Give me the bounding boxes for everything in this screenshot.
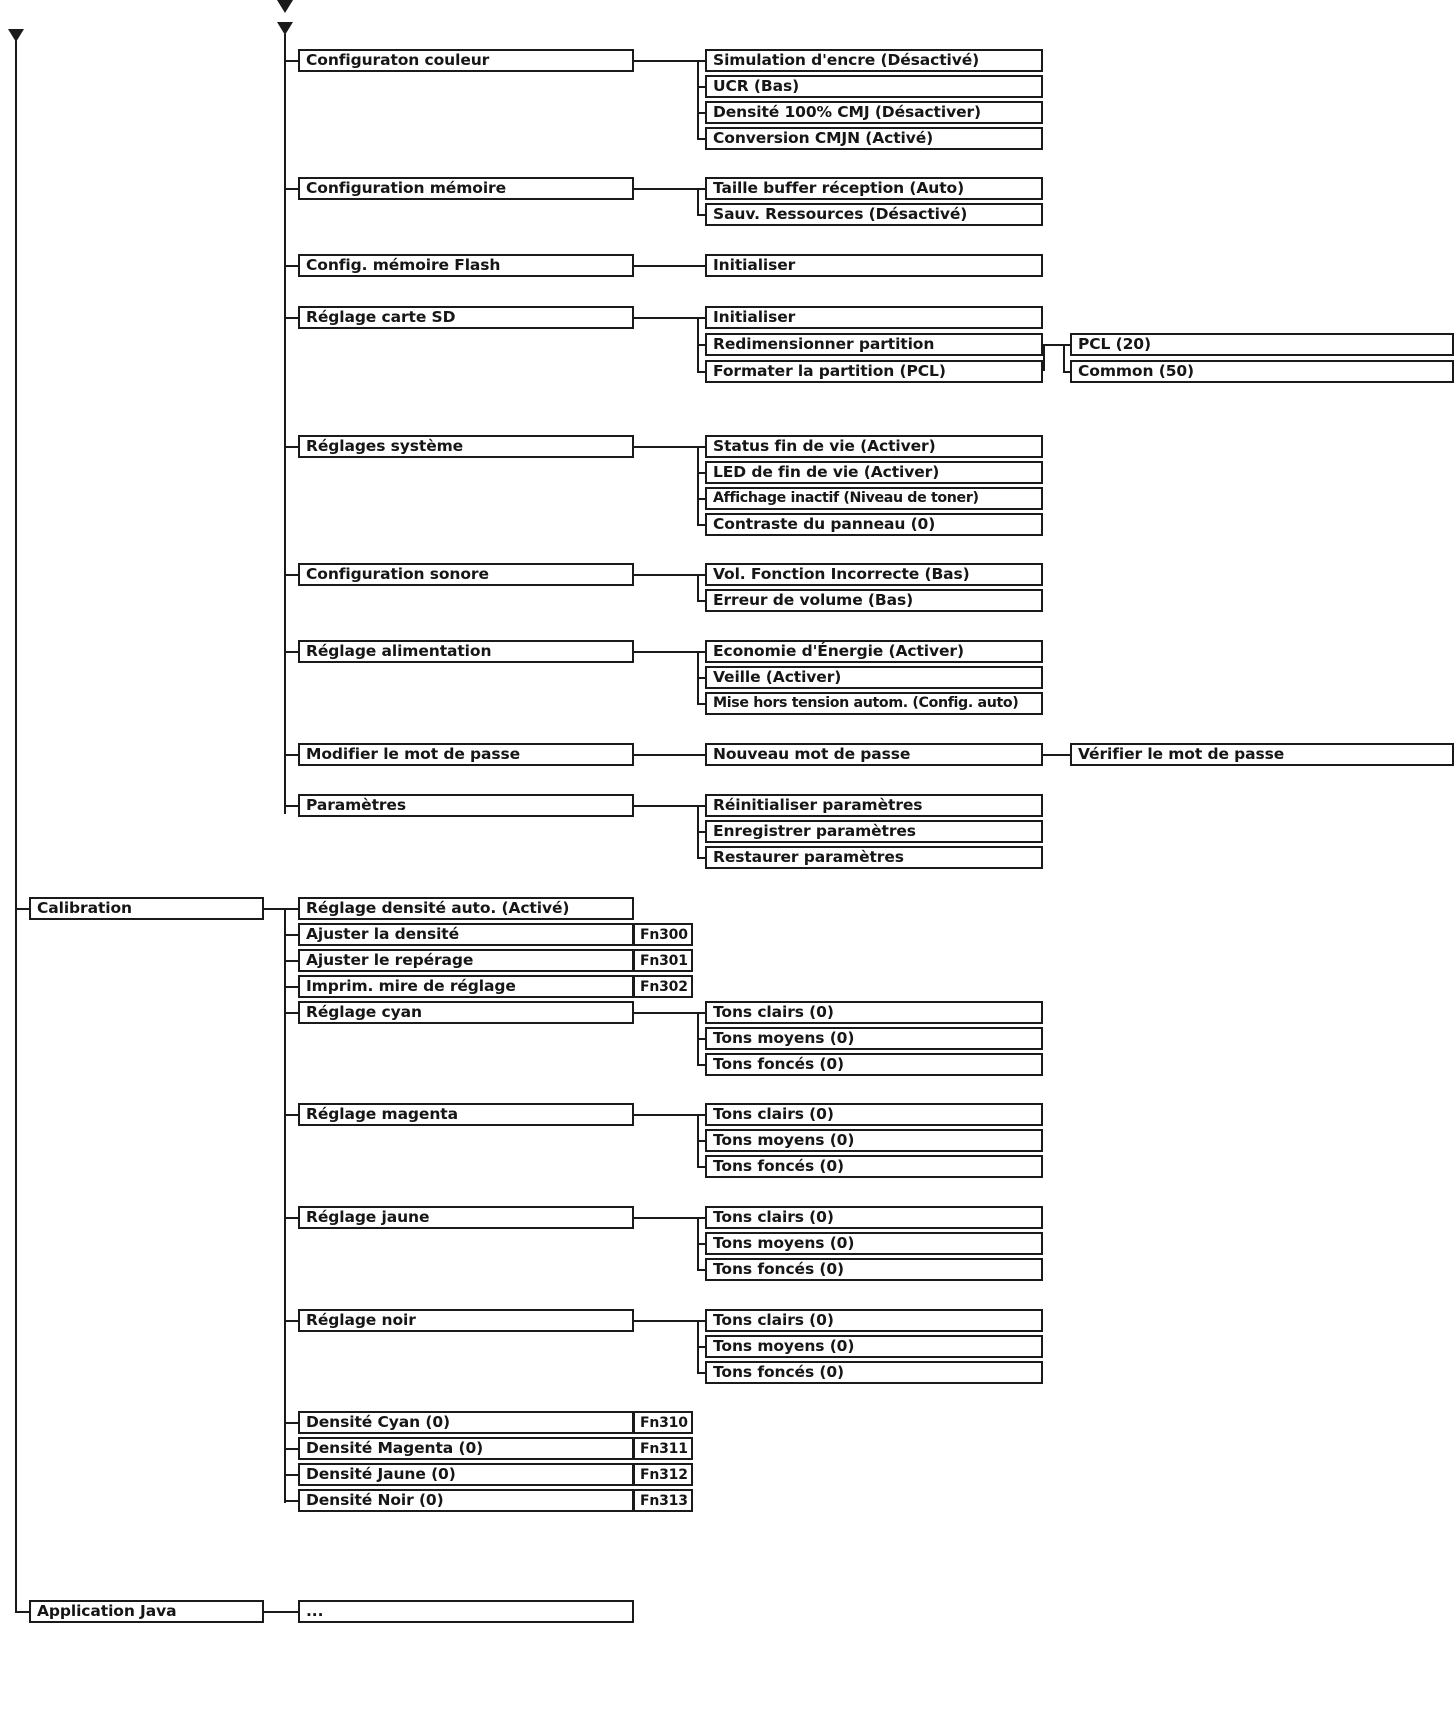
item-veille[interactable]: Veille (Activer) [705,666,1043,689]
menu-reglages-systeme[interactable]: Réglages système [298,435,634,458]
menu-config-memoire-flash[interactable]: Config. mémoire Flash [298,254,634,277]
item-densite-noir[interactable]: Densité Noir (0) [298,1489,634,1512]
trunk-mid-arrow-top [277,0,293,13]
item-cyan-tons-fonces[interactable]: Tons foncés (0) [705,1053,1043,1076]
fn-code-ajuster-densite: Fn300 [633,923,693,946]
bus-calibration [284,908,286,1503]
bus-memory [697,188,699,214]
trunk-left-line [15,40,17,1613]
item-flash-initialiser[interactable]: Initialiser [705,254,1043,277]
item-noir-tons-clairs[interactable]: Tons clairs (0) [705,1309,1043,1332]
bus-sound [697,574,699,600]
connector-cal-6 [284,1217,299,1219]
fn-code-densite-jaune: Fn312 [633,1463,693,1486]
connector-password-verify [1043,754,1071,756]
connector-noir-out [634,1320,698,1322]
connector-sd-out [634,317,698,319]
menu-modifier-mot-de-passe[interactable]: Modifier le mot de passe [298,743,634,766]
connector-sd-part-out [1043,344,1065,346]
menu-configuration-memoire[interactable]: Configuration mémoire [298,177,634,200]
item-reglage-noir[interactable]: Réglage noir [298,1309,634,1332]
item-noir-tons-fonces[interactable]: Tons foncés (0) [705,1361,1043,1384]
item-ajuster-la-densite[interactable]: Ajuster la densité [298,923,634,946]
item-partition-pcl[interactable]: PCL (20) [1070,333,1454,356]
item-jaune-tons-clairs[interactable]: Tons clairs (0) [705,1206,1043,1229]
connector-sound-out [634,574,698,576]
item-nouveau-mot-de-passe[interactable]: Nouveau mot de passe [705,743,1043,766]
item-sauv-ressources[interactable]: Sauv. Ressources (Désactivé) [705,203,1043,226]
item-reglage-jaune[interactable]: Réglage jaune [298,1206,634,1229]
connector-system-out [634,446,698,448]
connector-flash-out [634,265,705,267]
connector-l1-calibration [15,908,30,910]
connector-l2-flash [284,265,299,267]
menu-reglage-carte-sd[interactable]: Réglage carte SD [298,306,634,329]
item-java-ellipsis[interactable]: ... [298,1600,634,1623]
connector-memory-out [634,188,698,190]
item-imprim-mire-de-reglage[interactable]: Imprim. mire de réglage [298,975,634,998]
item-reinitialiser-parametres[interactable]: Réinitialiser paramètres [705,794,1043,817]
connector-cal-7 [284,1320,299,1322]
connector-power-out [634,651,698,653]
connector-l2-sd [284,317,299,319]
item-densite-jaune[interactable]: Densité Jaune (0) [298,1463,634,1486]
item-enregistrer-parametres[interactable]: Enregistrer paramètres [705,820,1043,843]
item-affichage-inactif[interactable]: Affichage inactif (Niveau de toner) [705,487,1043,510]
connector-color-out [634,60,698,62]
item-taille-buffer[interactable]: Taille buffer réception (Auto) [705,177,1043,200]
connector-cyan-out [634,1012,698,1014]
connector-density-2 [284,1474,299,1476]
item-magenta-tons-clairs[interactable]: Tons clairs (0) [705,1103,1043,1126]
item-mise-hors-tension[interactable]: Mise hors tension autom. (Config. auto) [705,692,1043,715]
item-cyan-tons-moyens[interactable]: Tons moyens (0) [705,1027,1043,1050]
connector-density-0 [284,1422,299,1424]
item-partition-common[interactable]: Common (50) [1070,360,1454,383]
connector-density-1 [284,1448,299,1450]
connector-parameters-out [634,805,698,807]
fn-code-densite-cyan: Fn310 [633,1411,693,1434]
bus-color [697,60,699,138]
bus-sd-partition [1063,344,1065,371]
menu-reglage-alimentation[interactable]: Réglage alimentation [298,640,634,663]
item-magenta-tons-moyens[interactable]: Tons moyens (0) [705,1129,1043,1152]
item-verifier-mot-de-passe[interactable]: Vérifier le mot de passe [1070,743,1454,766]
item-reglage-cyan[interactable]: Réglage cyan [298,1001,634,1024]
item-densite-cyan[interactable]: Densité Cyan (0) [298,1411,634,1434]
menu-configuration-sonore[interactable]: Configuration sonore [298,563,634,586]
menu-parametres[interactable]: Paramètres [298,794,634,817]
fn-code-densite-magenta: Fn311 [633,1437,693,1460]
connector-cal-1 [284,934,299,936]
connector-cal-2 [284,960,299,962]
item-reglage-densite-auto[interactable]: Réglage densité auto. (Activé) [298,897,634,920]
item-erreur-de-volume[interactable]: Erreur de volume (Bas) [705,589,1043,612]
menu-application-java[interactable]: Application Java [29,1600,264,1623]
fn-code-imprim-mire: Fn302 [633,975,693,998]
menu-calibration[interactable]: Calibration [29,897,264,920]
item-restaurer-parametres[interactable]: Restaurer paramètres [705,846,1043,869]
menu-configuration-couleur[interactable]: Configuraton couleur [298,49,634,72]
item-contraste-panneau[interactable]: Contraste du panneau (0) [705,513,1043,536]
connector-cal-4 [284,1012,299,1014]
connector-cal-5 [284,1114,299,1116]
item-sd-initialiser[interactable]: Initialiser [705,306,1043,329]
connector-l2-sound [284,574,299,576]
connector-l2-power [284,651,299,653]
connector-jaune-out [634,1217,698,1219]
connector-l2-memory [284,188,299,190]
connector-density-3 [284,1500,299,1502]
bracket-sd-partition [1043,344,1045,371]
item-ajuster-le-reperage[interactable]: Ajuster le repérage [298,949,634,972]
item-magenta-tons-fonces[interactable]: Tons foncés (0) [705,1155,1043,1178]
connector-cal-0 [284,908,299,910]
item-vol-fonction-incorrecte[interactable]: Vol. Fonction Incorrecte (Bas) [705,563,1043,586]
item-redimensionner-partition[interactable]: Redimensionner partition [705,333,1043,356]
connector-l2-password [284,754,299,756]
fn-code-densite-noir: Fn313 [633,1489,693,1512]
item-formater-partition[interactable]: Formater la partition (PCL) [705,360,1043,383]
connector-password-out [634,754,705,756]
item-simulation-encre[interactable]: Simulation d'encre (Désactivé) [705,49,1043,72]
trunk-mid-line [284,34,286,814]
item-status-fin-de-vie[interactable]: Status fin de vie (Activer) [705,435,1043,458]
item-noir-tons-moyens[interactable]: Tons moyens (0) [705,1335,1043,1358]
item-economie-energie[interactable]: Economie d'Énergie (Activer) [705,640,1043,663]
item-reglage-magenta[interactable]: Réglage magenta [298,1103,634,1126]
item-jaune-tons-moyens[interactable]: Tons moyens (0) [705,1232,1043,1255]
connector-cal-3 [284,986,299,988]
connector-magenta-out [634,1114,698,1116]
connector-l2-color [284,60,299,62]
item-conversion-cmjn[interactable]: Conversion CMJN (Activé) [705,127,1043,150]
item-densite-magenta[interactable]: Densité Magenta (0) [298,1437,634,1460]
connector-l2-system [284,446,299,448]
item-jaune-tons-fonces[interactable]: Tons foncés (0) [705,1258,1043,1281]
connector-calibration-out [264,908,285,910]
item-densite-100-cmj[interactable]: Densité 100% CMJ (Désactiver) [705,101,1043,124]
connector-l1-java [15,1611,30,1613]
fn-code-ajuster-reperage: Fn301 [633,949,693,972]
item-ucr[interactable]: UCR (Bas) [705,75,1043,98]
item-cyan-tons-clairs[interactable]: Tons clairs (0) [705,1001,1043,1024]
item-led-fin-de-vie[interactable]: LED de fin de vie (Activer) [705,461,1043,484]
bus-system [697,446,699,524]
connector-l2-parameters [284,805,299,807]
